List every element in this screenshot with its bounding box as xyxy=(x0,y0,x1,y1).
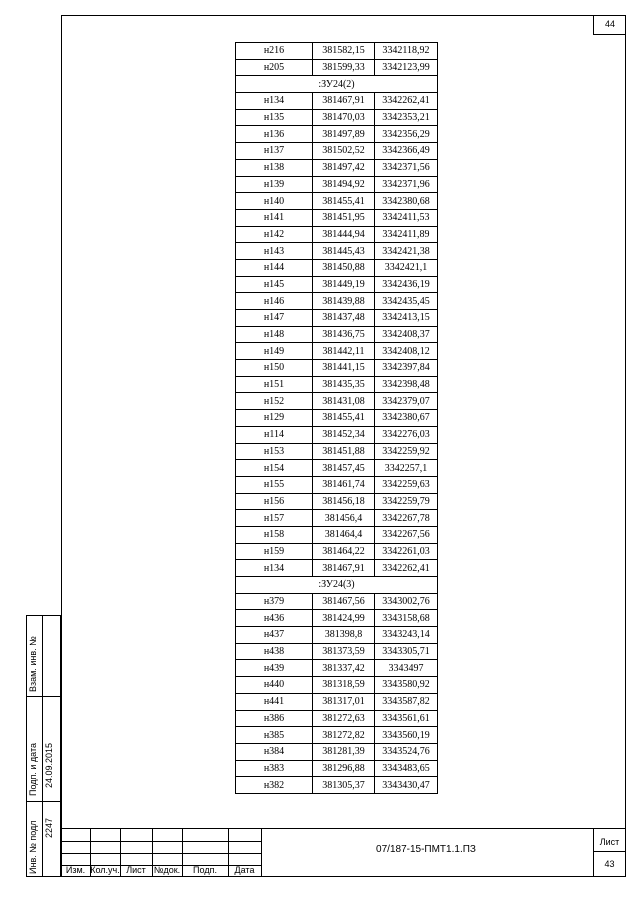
y-coordinate-cell: 3342421,1 xyxy=(375,259,438,276)
table-row xyxy=(236,660,438,677)
table-row xyxy=(236,443,438,460)
table-row xyxy=(236,510,438,527)
y-coordinate-cell: 3342421,38 xyxy=(375,243,438,260)
y-coordinate-cell: 3343243,14 xyxy=(375,627,438,644)
x-coordinate-cell: 381373,59 xyxy=(313,643,375,660)
point-name-cell: н216 xyxy=(236,43,313,60)
table-row xyxy=(236,326,438,343)
x-coordinate-cell: 381439,88 xyxy=(313,293,375,310)
x-coordinate-cell: 381599,33 xyxy=(313,59,375,76)
table-row xyxy=(236,643,438,660)
table-row xyxy=(236,393,438,410)
table-row xyxy=(236,677,438,694)
x-coordinate-cell: 381470,03 xyxy=(313,109,375,126)
x-coordinate-cell: 381441,15 xyxy=(313,360,375,377)
coordinates-table xyxy=(235,42,438,794)
table-row xyxy=(236,627,438,644)
table-row xyxy=(236,176,438,193)
point-name-cell: н144 xyxy=(236,259,313,276)
x-coordinate-cell: 381281,39 xyxy=(313,743,375,760)
y-coordinate-cell: 3342411,89 xyxy=(375,226,438,243)
data-label: Дата xyxy=(234,865,255,875)
y-coordinate-cell: 3343305,71 xyxy=(375,643,438,660)
ndok-label: №док. xyxy=(153,865,181,875)
point-name-cell: н129 xyxy=(236,410,313,427)
x-coordinate-cell: 381467,91 xyxy=(313,93,375,110)
table-row xyxy=(236,743,438,760)
table-row xyxy=(236,143,438,160)
x-coordinate-cell: 381435,35 xyxy=(313,376,375,393)
point-name-cell: н154 xyxy=(236,460,313,477)
x-coordinate-cell: 381431,08 xyxy=(313,393,375,410)
table-row xyxy=(236,93,438,110)
y-coordinate-cell: 3342261,03 xyxy=(375,543,438,560)
x-coordinate-cell: 381464,22 xyxy=(313,543,375,560)
x-coordinate-cell: 381449,19 xyxy=(313,276,375,293)
stamp-row-line xyxy=(61,841,261,842)
y-coordinate-cell: 3342371,56 xyxy=(375,159,438,176)
x-coordinate-cell: 381497,89 xyxy=(313,126,375,143)
x-coordinate-cell: 381451,95 xyxy=(313,209,375,226)
x-coordinate-cell: 381456,18 xyxy=(313,493,375,510)
y-coordinate-cell: 3342262,41 xyxy=(375,560,438,577)
document-code: 07/187-15-ПМТ1.1.ПЗ xyxy=(376,844,476,855)
table-row xyxy=(236,310,438,327)
inv-number: 2247 xyxy=(44,817,54,838)
point-name-cell: н383 xyxy=(236,760,313,777)
table-row xyxy=(236,43,438,60)
point-name-cell: н437 xyxy=(236,627,313,644)
list-label: Лист xyxy=(126,865,146,875)
table-row xyxy=(236,560,438,577)
x-coordinate-cell: 381442,11 xyxy=(313,343,375,360)
x-coordinate-cell: 381398,8 xyxy=(313,627,375,644)
y-coordinate-cell: 3342380,67 xyxy=(375,410,438,427)
point-name-cell: н440 xyxy=(236,677,313,694)
x-coordinate-cell: 381502,52 xyxy=(313,143,375,160)
y-coordinate-cell: 3342366,49 xyxy=(375,143,438,160)
point-name-cell: н134 xyxy=(236,93,313,110)
point-name-cell: н151 xyxy=(236,376,313,393)
x-coordinate-cell: 381444,94 xyxy=(313,226,375,243)
point-name-cell: н146 xyxy=(236,293,313,310)
sign-date: 24.09.2015 xyxy=(44,742,54,788)
y-coordinate-cell: 3343524,76 xyxy=(375,743,438,760)
x-coordinate-cell: 381452,34 xyxy=(313,426,375,443)
izm-label: Изм. xyxy=(65,865,86,875)
table-row xyxy=(236,476,438,493)
point-name-cell: н158 xyxy=(236,526,313,543)
point-name-cell: н436 xyxy=(236,610,313,627)
x-coordinate-cell: 381582,15 xyxy=(313,43,375,60)
section-row xyxy=(236,76,438,93)
y-coordinate-cell: 3342259,63 xyxy=(375,476,438,493)
title-block xyxy=(61,828,626,877)
x-coordinate-cell: 381455,41 xyxy=(313,193,375,210)
x-coordinate-cell: 381437,48 xyxy=(313,310,375,327)
point-name-cell: н155 xyxy=(236,476,313,493)
y-coordinate-cell: 3342257,1 xyxy=(375,460,438,477)
point-name-cell: н136 xyxy=(236,126,313,143)
y-coordinate-cell: 3342408,37 xyxy=(375,326,438,343)
point-name-cell: н134 xyxy=(236,560,313,577)
x-coordinate-cell: 381456,4 xyxy=(313,510,375,527)
table-row xyxy=(236,493,438,510)
section-title: :ЗУ24(3) xyxy=(236,577,438,594)
point-name-cell: н139 xyxy=(236,176,313,193)
x-coordinate-cell: 381467,56 xyxy=(313,593,375,610)
point-name-cell: н159 xyxy=(236,543,313,560)
podp-data-label: Подп. и дата xyxy=(28,742,38,796)
sheet-number: 43 xyxy=(604,859,615,869)
table-row xyxy=(236,126,438,143)
y-coordinate-cell: 3342398,48 xyxy=(375,376,438,393)
y-coordinate-cell: 3342411,53 xyxy=(375,209,438,226)
y-coordinate-cell: 3342262,41 xyxy=(375,93,438,110)
x-coordinate-cell: 381424,99 xyxy=(313,610,375,627)
point-name-cell: н441 xyxy=(236,693,313,710)
y-coordinate-cell: 3342397,84 xyxy=(375,360,438,377)
point-name-cell: н135 xyxy=(236,109,313,126)
table-row xyxy=(236,243,438,260)
y-coordinate-cell: 3343002,76 xyxy=(375,593,438,610)
y-coordinate-cell: 3342371,96 xyxy=(375,176,438,193)
x-coordinate-cell: 381305,37 xyxy=(313,777,375,794)
y-coordinate-cell: 3343560,19 xyxy=(375,727,438,744)
y-coordinate-cell: 3342435,45 xyxy=(375,293,438,310)
table-row xyxy=(236,543,438,560)
table-row xyxy=(236,209,438,226)
table-row xyxy=(236,159,438,176)
page-number: 44 xyxy=(593,15,626,35)
x-coordinate-cell: 381337,42 xyxy=(313,660,375,677)
table-row xyxy=(236,426,438,443)
point-name-cell: н386 xyxy=(236,710,313,727)
x-coordinate-cell: 381457,45 xyxy=(313,460,375,477)
y-coordinate-cell: 3342267,78 xyxy=(375,510,438,527)
table-row xyxy=(236,710,438,727)
y-coordinate-cell: 3342356,29 xyxy=(375,126,438,143)
point-name-cell: н153 xyxy=(236,443,313,460)
point-name-cell: н137 xyxy=(236,143,313,160)
x-coordinate-cell: 381272,63 xyxy=(313,710,375,727)
y-coordinate-cell: 3343158,68 xyxy=(375,610,438,627)
point-name-cell: н149 xyxy=(236,343,313,360)
point-name-cell: н140 xyxy=(236,193,313,210)
y-coordinate-cell: 3342123,99 xyxy=(375,59,438,76)
x-coordinate-cell: 381296,88 xyxy=(313,760,375,777)
stamp-row-line xyxy=(61,853,261,854)
point-name-cell: н114 xyxy=(236,426,313,443)
y-coordinate-cell: 3342259,79 xyxy=(375,493,438,510)
y-coordinate-cell: 3343497 xyxy=(375,660,438,677)
table-row xyxy=(236,777,438,794)
y-coordinate-cell: 3342379,07 xyxy=(375,393,438,410)
y-coordinate-cell: 3342380,68 xyxy=(375,193,438,210)
table-row xyxy=(236,109,438,126)
x-coordinate-cell: 381497,42 xyxy=(313,159,375,176)
x-coordinate-cell: 381451,88 xyxy=(313,443,375,460)
table-row xyxy=(236,376,438,393)
point-name-cell: н438 xyxy=(236,643,313,660)
stamp-row-line xyxy=(593,851,626,852)
point-name-cell: н379 xyxy=(236,593,313,610)
section-title: :ЗУ24(2) xyxy=(236,76,438,93)
table-row xyxy=(236,293,438,310)
table-row xyxy=(236,276,438,293)
point-name-cell: н138 xyxy=(236,159,313,176)
x-coordinate-cell: 381272,82 xyxy=(313,727,375,744)
vzam-inv-label: Взам. инв. № xyxy=(28,636,38,692)
x-coordinate-cell: 381450,88 xyxy=(313,259,375,276)
y-coordinate-cell: 3343587,82 xyxy=(375,693,438,710)
x-coordinate-cell: 381317,01 xyxy=(313,693,375,710)
table-row xyxy=(236,59,438,76)
y-coordinate-cell: 3342436,19 xyxy=(375,276,438,293)
point-name-cell: н156 xyxy=(236,493,313,510)
x-coordinate-cell: 381464,4 xyxy=(313,526,375,543)
x-coordinate-cell: 381461,74 xyxy=(313,476,375,493)
table-row xyxy=(236,410,438,427)
x-coordinate-cell: 381467,91 xyxy=(313,560,375,577)
side-strip xyxy=(26,615,61,877)
table-row xyxy=(236,727,438,744)
point-name-cell: н141 xyxy=(236,209,313,226)
y-coordinate-cell: 3342118,92 xyxy=(375,43,438,60)
x-coordinate-cell: 381455,41 xyxy=(313,410,375,427)
table-row xyxy=(236,360,438,377)
x-coordinate-cell: 381436,75 xyxy=(313,326,375,343)
table-row xyxy=(236,259,438,276)
table-row xyxy=(236,343,438,360)
point-name-cell: н205 xyxy=(236,59,313,76)
y-coordinate-cell: 3343483,65 xyxy=(375,760,438,777)
x-coordinate-cell: 381318,59 xyxy=(313,677,375,694)
y-coordinate-cell: 3342413,15 xyxy=(375,310,438,327)
table-row xyxy=(236,193,438,210)
point-name-cell: н145 xyxy=(236,276,313,293)
point-name-cell: н382 xyxy=(236,777,313,794)
inv-podl-label: Инв. № подл xyxy=(28,820,38,874)
table-row xyxy=(236,226,438,243)
point-name-cell: н143 xyxy=(236,243,313,260)
side-divider xyxy=(27,696,60,697)
table-row xyxy=(236,693,438,710)
y-coordinate-cell: 3342267,56 xyxy=(375,526,438,543)
point-name-cell: н142 xyxy=(236,226,313,243)
sheet-label: Лист xyxy=(599,837,620,847)
table-row xyxy=(236,460,438,477)
x-coordinate-cell: 381445,43 xyxy=(313,243,375,260)
side-divider xyxy=(27,801,60,802)
koluch-label: Кол.уч. xyxy=(90,865,120,875)
point-name-cell: н152 xyxy=(236,393,313,410)
point-name-cell: н385 xyxy=(236,727,313,744)
podp-label: Подп. xyxy=(193,865,217,875)
point-name-cell: н148 xyxy=(236,326,313,343)
y-coordinate-cell: 3342408,12 xyxy=(375,343,438,360)
y-coordinate-cell: 3342259,92 xyxy=(375,443,438,460)
point-name-cell: н157 xyxy=(236,510,313,527)
table-row xyxy=(236,593,438,610)
section-row xyxy=(236,577,438,594)
point-name-cell: н150 xyxy=(236,360,313,377)
table-row xyxy=(236,760,438,777)
y-coordinate-cell: 3342276,03 xyxy=(375,426,438,443)
table-row xyxy=(236,526,438,543)
y-coordinate-cell: 3342353,21 xyxy=(375,109,438,126)
y-coordinate-cell: 3343430,47 xyxy=(375,777,438,794)
point-name-cell: н147 xyxy=(236,310,313,327)
x-coordinate-cell: 381494,92 xyxy=(313,176,375,193)
y-coordinate-cell: 3343580,92 xyxy=(375,677,438,694)
point-name-cell: н439 xyxy=(236,660,313,677)
table-row xyxy=(236,610,438,627)
point-name-cell: н384 xyxy=(236,743,313,760)
y-coordinate-cell: 3343561,61 xyxy=(375,710,438,727)
